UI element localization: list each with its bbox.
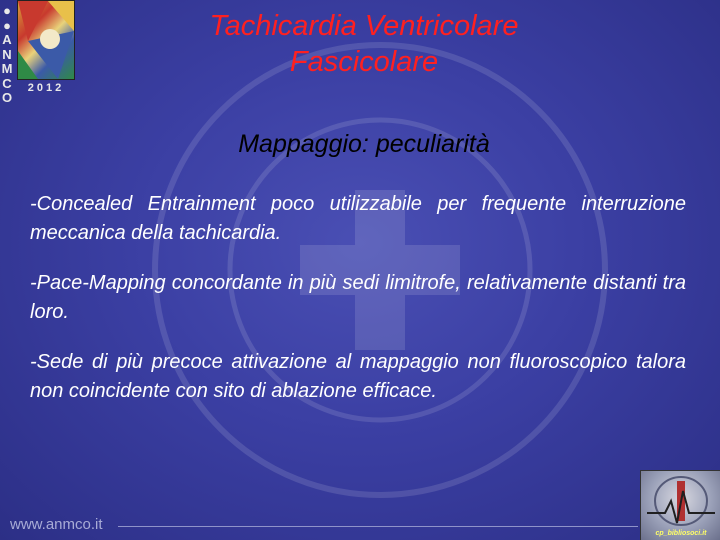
logo-artwork-image bbox=[17, 0, 75, 80]
logo-year: 2012 bbox=[27, 82, 65, 94]
slide-subtitle: Mappaggio: peculiarità bbox=[238, 130, 490, 158]
bullet-item: -Pace-Mapping concordante in più sedi limitrofe, relativamente distanti tra loro. bbox=[30, 272, 686, 323]
footer-divider bbox=[118, 526, 638, 527]
footer-website-url: www.anmco.it bbox=[10, 516, 103, 533]
corner-badge-image bbox=[640, 470, 720, 540]
logo-letter: A bbox=[2, 32, 12, 47]
badge-caption: cp_bibliosoci.it bbox=[655, 530, 707, 537]
slide-title bbox=[100, 8, 628, 80]
logo-dot-icon: ● bbox=[3, 3, 11, 18]
logo-letters bbox=[0, 4, 14, 106]
logo-letter: O bbox=[1, 90, 13, 105]
bullet-list bbox=[30, 190, 686, 427]
logo-dot-icon: ● bbox=[3, 17, 11, 33]
logo-letter: M bbox=[1, 61, 13, 76]
logo-letter: N bbox=[2, 46, 12, 62]
logo-letter: C bbox=[2, 75, 12, 91]
slide-title-line-1: Tachicardia Ventricolare bbox=[209, 10, 519, 42]
bullet-item: -Sede di più precoce attivazione al mappaggio non fluoroscopico talora non coincidente con sito di ablazione efficace. bbox=[30, 351, 686, 402]
anmco-2012-logo bbox=[0, 0, 76, 105]
slide-title-line-2: Fascicolare bbox=[289, 46, 439, 78]
bullet-item: -Concealed Entrainment poco utilizzabile per frequente interruzione meccanica della tachicardia. bbox=[30, 193, 686, 244]
